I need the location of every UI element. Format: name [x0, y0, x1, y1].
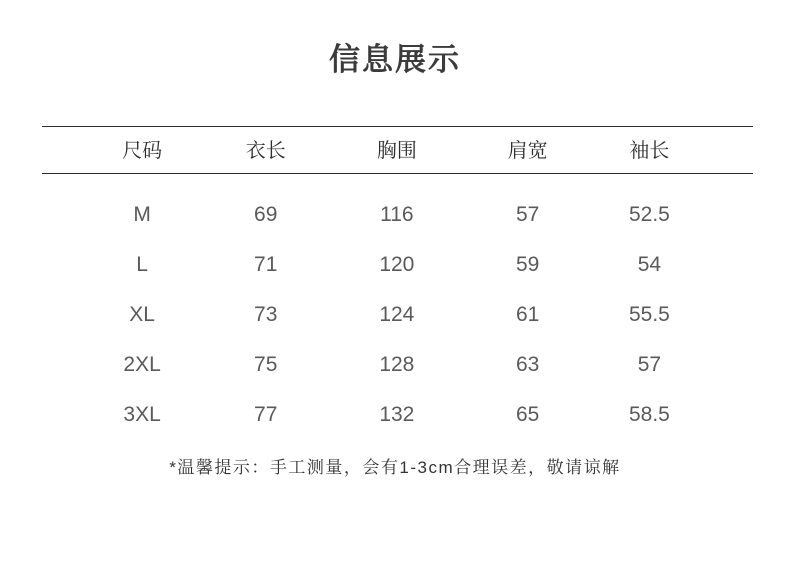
cell-length: 69	[254, 203, 278, 226]
cell-chest: 116	[380, 203, 414, 226]
cell-chest: 128	[379, 353, 415, 376]
cell-size: L	[136, 253, 148, 276]
table-row-2xl	[42, 340, 753, 390]
cell-chest: 124	[379, 303, 415, 326]
cell-size: 3XL	[123, 403, 161, 426]
header-sleeve: 袖长	[629, 140, 670, 162]
table-row-l	[42, 240, 753, 290]
cell-shoulder: 57	[515, 203, 540, 226]
cell-length: 71	[254, 253, 278, 276]
cell-sleeve: 58.5	[628, 403, 670, 426]
cell-shoulder: 61	[515, 303, 540, 326]
table-row-xl	[42, 290, 753, 340]
header-chest: 胸围	[376, 140, 417, 162]
table-header-row	[42, 126, 753, 174]
table-row-3xl	[42, 390, 753, 440]
size-table	[42, 126, 753, 440]
header-size: 尺码	[122, 140, 163, 162]
cell-sleeve: 57	[637, 353, 662, 376]
table-row-m	[42, 190, 753, 240]
cell-chest: 120	[379, 253, 415, 276]
page-title: 信息展示	[329, 42, 461, 77]
cell-sleeve: 52.5	[628, 203, 670, 226]
cell-size: 2XL	[123, 353, 161, 376]
cell-shoulder: 59	[515, 253, 540, 276]
cell-length: 75	[254, 353, 278, 376]
cell-sleeve: 55.5	[628, 303, 670, 326]
cell-length: 73	[254, 303, 278, 326]
cell-shoulder: 65	[515, 403, 540, 426]
cell-chest: 132	[379, 403, 415, 426]
cell-shoulder: 63	[515, 353, 540, 376]
header-shoulder: 肩宽	[507, 140, 548, 162]
cell-sleeve: 54	[637, 253, 662, 276]
table-body	[42, 190, 753, 440]
cell-length: 77	[254, 403, 278, 426]
cell-size: M	[133, 203, 151, 226]
measurement-note: *温馨提示：手工测量，会有1-3cm合理误差，敬请谅解	[169, 458, 621, 477]
cell-size: XL	[129, 303, 155, 326]
header-length: 衣长	[245, 140, 286, 162]
